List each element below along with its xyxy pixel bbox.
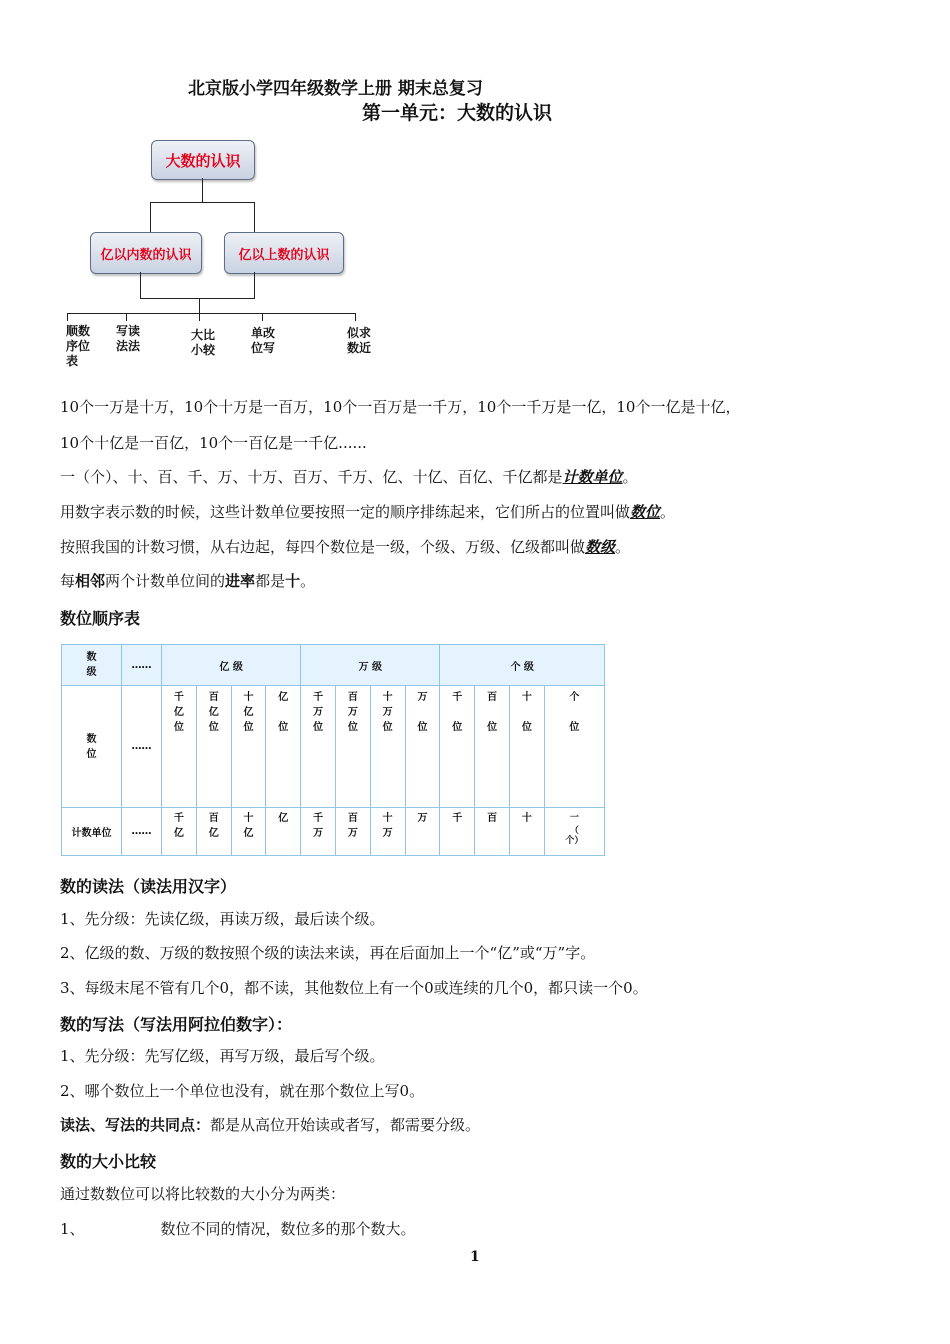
row-label: 数 级 (62, 645, 122, 686)
table-cell: 百 万 (335, 808, 370, 856)
table-cell: 千 (440, 808, 475, 856)
table-cell: 千 位 (440, 686, 475, 808)
table-cell: 千 亿 (162, 808, 197, 856)
compare-intro: 通过数数位可以将比较数的大小分为两类： (60, 1185, 346, 1203)
mindmap-leaf: 写读 法法 (116, 324, 141, 353)
connector (262, 313, 263, 321)
table-cell: 十 位 (509, 686, 544, 808)
table-cell: 百 位 (475, 686, 510, 808)
connector (254, 272, 255, 299)
compare-item: 1、 数位不同的情况，数位多的那个数大。 (60, 1220, 416, 1238)
common-point: 读法、写法的共同点：都是从高位开始读或者写，都需要分级。 (60, 1116, 481, 1134)
table-cell: 百 亿 位 (196, 686, 231, 808)
mindmap-leaf: 顺数 序位 表 (66, 324, 91, 368)
ellipsis: …… (122, 645, 162, 686)
table-cell: 亿 (266, 808, 301, 856)
writing-heading: 数的写法（写法用阿拉伯数字）： (60, 1015, 293, 1034)
row-label: 数 位 (62, 686, 122, 808)
table-row (62, 686, 605, 808)
paragraph: 10个一万是十万，10个十万是一百万，10个一百万是一千万，10个一千万是一亿，10个一亿是十亿， (60, 398, 741, 416)
connector (199, 298, 200, 313)
connector (355, 313, 356, 321)
paragraph: 每相邻两个计数单位间的进率都是十。 (60, 572, 316, 590)
connector (140, 298, 255, 299)
writing-rule: 2、哪个数位上一个单位也没有，就在那个数位上写0。 (60, 1082, 425, 1100)
keyword: 计数单位 (562, 468, 623, 486)
table-cell: 万 位 (405, 686, 440, 808)
paragraph: 按照我国的计数习惯，从右边起，每四个数位是一级，个级、万级、亿级都叫做数级。 (60, 538, 631, 556)
connector (254, 202, 255, 232)
ellipsis: …… (122, 808, 162, 856)
table-cell: 个 位 (544, 686, 604, 808)
row-label: 计数单位 (62, 808, 122, 856)
level-wan: 万 级 (301, 645, 440, 686)
reading-rule: 2、亿级的数、万级的数按照个级的读法来读，再在后面加上一个“亿”或“万”字。 (60, 944, 596, 962)
document-title: 北京版小学四年级数学上册 期末总复习 (188, 79, 483, 99)
writing-rule: 1、先分级：先写亿级，再写万级，最后写个级。 (60, 1047, 385, 1065)
paragraph: 10个十亿是一百亿，10个一百亿是一千亿...... (60, 434, 367, 452)
unit-title: 第一单元：大数的认识 (362, 102, 553, 124)
table-row (62, 645, 605, 686)
table-cell: 百 亿 (196, 808, 231, 856)
connector (67, 313, 356, 314)
connector (67, 313, 68, 321)
level-ge: 个 级 (440, 645, 605, 686)
table-cell: 十 万 位 (370, 686, 405, 808)
keyword: 数级 (585, 538, 616, 556)
mindmap-leaf: 单改 位写 (251, 326, 276, 355)
reading-rule: 3、每级末尾不管有几个0，都不读，其他数位上有一个0或连续的几个0，都只读一个0。 (60, 979, 648, 997)
table-cell: 一 （ 个） (544, 808, 604, 856)
table-cell: 十 亿 (231, 808, 266, 856)
page-number: 1 (470, 1249, 480, 1265)
place-value-table (61, 644, 605, 856)
compare-heading: 数的大小比较 (60, 1152, 157, 1171)
paragraph: 一（个）、十、百、千、万、十万、百万、千万、亿、十亿、百亿、千亿都是计数单位。 (60, 468, 638, 486)
ellipsis: …… (122, 686, 162, 808)
connector (199, 313, 200, 321)
table-cell: 千 万 (301, 808, 336, 856)
table-row (62, 808, 605, 856)
table-cell: 十 万 (370, 808, 405, 856)
reading-heading: 数的读法（读法用汉字） (60, 877, 237, 896)
mindmap-leaf: 大比 小较 (191, 328, 216, 357)
connector (202, 178, 203, 202)
paragraph: 用数字表示数的时候，这些计数单位要按照一定的顺序排练起来，它们所占的位置叫做数位。 (60, 503, 676, 521)
table-heading: 数位顺序表 (60, 609, 141, 628)
reading-rule: 1、先分级：先读亿级，再读万级，最后读个级。 (60, 910, 385, 928)
table-cell: 亿 位 (266, 686, 301, 808)
keyword: 数位 (630, 503, 661, 521)
table-cell: 十 亿 位 (231, 686, 266, 808)
table-cell: 万 (405, 808, 440, 856)
table-cell: 千 万 位 (301, 686, 336, 808)
connector (140, 272, 141, 299)
mindmap-leaf: 似求 数近 (347, 326, 372, 355)
mindmap-branch-right: 亿以上数的认识 (224, 232, 344, 274)
table-cell: 千 亿 位 (162, 686, 197, 808)
connector (126, 313, 127, 321)
table-cell: 百 (475, 808, 510, 856)
mindmap-branch-left: 亿以内数的认识 (90, 232, 202, 274)
table-cell: 十 (509, 808, 544, 856)
level-yi: 亿 级 (162, 645, 301, 686)
table-cell: 百 万 位 (335, 686, 370, 808)
connector (150, 202, 151, 232)
connector (150, 202, 254, 203)
mindmap-root: 大数的认识 (151, 140, 255, 180)
